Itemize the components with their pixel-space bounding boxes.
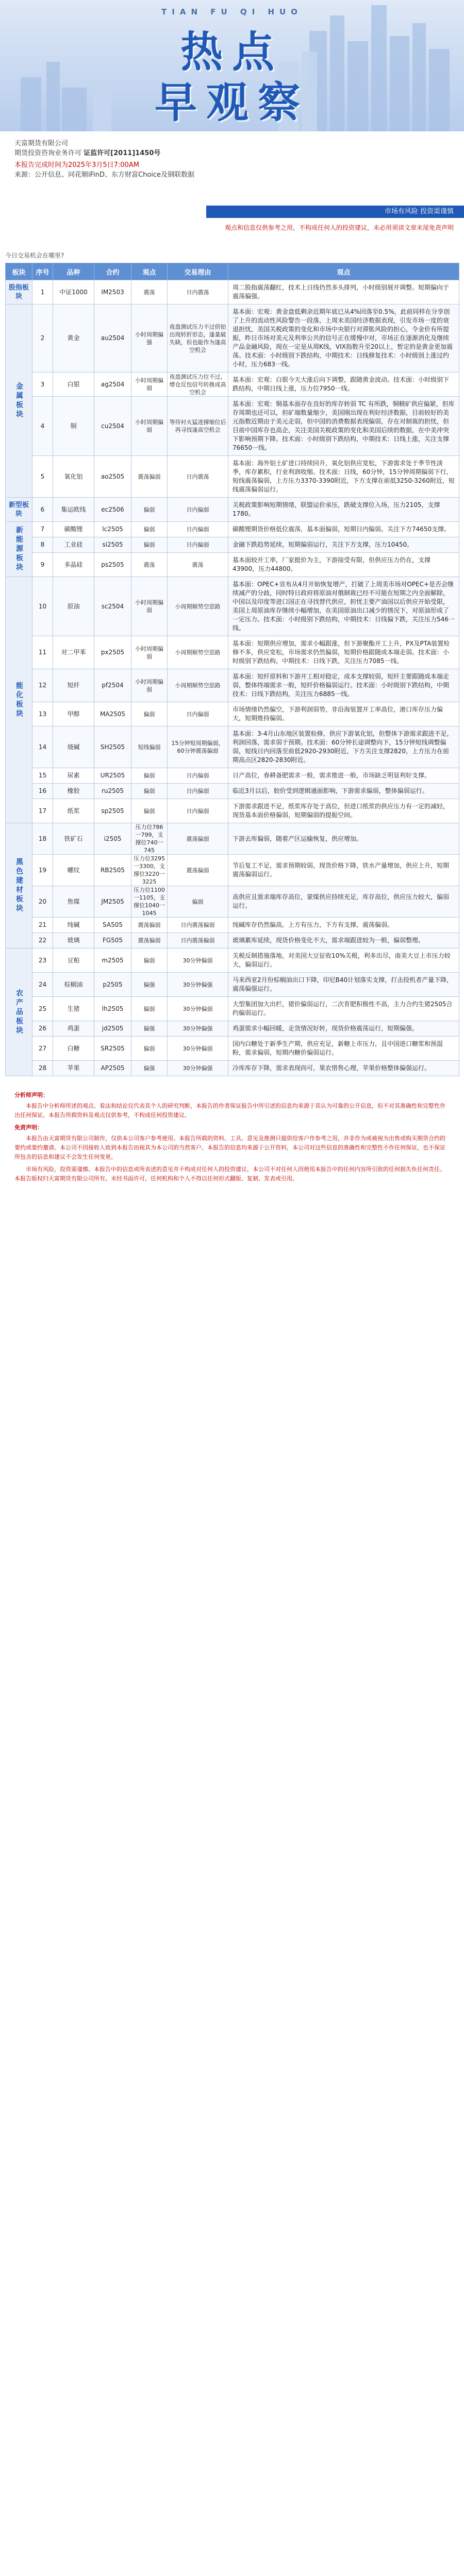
col-variety: 品种: [53, 263, 94, 280]
row-number: 6: [32, 498, 53, 522]
analysis-cell: 纯碱库存仍然偏高，上方有压力，下方有支撑，震荡偏弱。: [228, 918, 459, 933]
license-number: 证监许可[2011]1450号: [84, 149, 161, 157]
row-number: 13: [32, 702, 53, 726]
view-cell: 小时周期偏强: [131, 304, 168, 372]
view-cell: 震荡偏弱: [131, 918, 168, 933]
view-cell: 偏弱: [131, 522, 168, 537]
period-cell: 小周期顺势空思路: [168, 577, 228, 636]
table-row: [6, 855, 459, 886]
contract-code: JM2505: [94, 886, 131, 918]
disclaimer-heading: 免责声明：: [14, 1124, 43, 1131]
row-number: 16: [32, 784, 53, 799]
variety-name: 黄金: [53, 304, 94, 372]
contract-code: RB2505: [94, 855, 131, 886]
analysis-cell: 基本面较开工率，厂家挺价为主，下游接受有限，但供应压力仍在，支撑43900，压力44800。: [228, 553, 459, 577]
row-number: 22: [32, 933, 53, 948]
row-number: 18: [32, 823, 53, 855]
table-row: [6, 636, 459, 669]
analysis-cell: 基本面：OPEC+宣布从4月开始恢复增产，打破了上周美市场对OPEC+是否会继续减产的分歧，同时特日政府将原油对俄制裁已经不可能在短期之内全面解除，中国以及印度等进口国正在寻找替代供应，担忧主要产油国以后供应开始受限，美国上周原油库存继续小幅增加，在美国原油出口减少的情况下，对原油形成了一定压力。技术面：小时级别下跌结构，中期技术：日线偏下跌，关注压力546一线。: [228, 577, 459, 636]
view-cell: 偏弱: [131, 799, 168, 823]
view-cell: 偏弱: [131, 1037, 168, 1061]
table-caption: 今日交易机会在哪里?: [5, 252, 64, 259]
row-number: 23: [32, 948, 53, 973]
variety-name: 氧化铝: [53, 456, 94, 498]
analysis-cell: 基本面：海外铝土矿进口持续回升，氧化铝供应宽松，下游需求处于季节性淡季，库存累积，行业利润收缩。技术面：日线，60分钟，15分钟周期偏弱下行，短线震荡偏弱，上方压力3370-3390附近，下方支撑在前低3250-3260附近，短线震荡偏弱运行。: [228, 456, 459, 498]
view-cell: 震荡偏弱: [131, 456, 168, 498]
variety-name: 玻璃: [53, 933, 94, 948]
sector-cell: 新能源板块: [6, 522, 32, 577]
col-period: 交易理由: [168, 263, 228, 280]
contract-code: SH2505: [94, 726, 131, 768]
view-cell: 偏强: [131, 1021, 168, 1037]
view-cell: 偏弱: [131, 498, 168, 522]
period-cell: 日内偏弱: [168, 784, 228, 799]
period-cell: 震荡偏弱: [168, 855, 228, 886]
row-number: 19: [32, 855, 53, 886]
sector-cell: 农产品板块: [6, 948, 32, 1076]
view-disclaimer: 观点和信息仅供参考之用，不构成任何人的投资建议，未必用须读文章末尾免责声明: [224, 224, 454, 231]
report-info: [0, 131, 464, 183]
analysis-cell: 日产高位，春耕备肥需求一般，需求推进一般，市场缺乏明显利好支撑。: [228, 768, 459, 784]
table-row: [6, 522, 459, 537]
variety-name: 甲醇: [53, 702, 94, 726]
variety-name: 白糖: [53, 1037, 94, 1061]
row-number: 28: [32, 1061, 53, 1076]
contract-code: cu2504: [94, 397, 131, 456]
period-cell: 30分钟偏强: [168, 1021, 228, 1037]
view-cell: 偏弱: [131, 702, 168, 726]
variety-name: 对二甲苯: [53, 636, 94, 669]
row-number: 26: [32, 1021, 53, 1037]
view-cell: 小时周期偏弱: [131, 397, 168, 456]
table-row: [6, 726, 459, 768]
analysis-cell: 基本面：宏观：黄金盘低剩余近期年底已从4%回落至0.5%，此前同样在分享创了上升的流动性风险警告一段落，上周末美国经济数据表现，引发市场一度的衰退担忧，美国关税政策的变化和市场中央银行对滞胀风险的担心，令金价有所提振，昨日市场对美元及利率公共的信号正在缓慢中对，市场正在逐渐消化及继续产品金融风险，现在一定是从周K线，VIX指数升至20以上，暂定的是黄金更加震荡。技术面：小时级别下跌结构，中期技术：日线修复技术：小时级别上涨过约小时，压力683一线。: [228, 304, 459, 372]
contract-code: lc2505: [94, 522, 131, 537]
view-cell: 震荡偏弱: [131, 933, 168, 948]
contract-code: IM2503: [94, 280, 131, 304]
variety-name: 铁矿石: [53, 823, 94, 855]
period-cell: 30分钟偏弱: [168, 1037, 228, 1061]
variety-name: 鸡蛋: [53, 1021, 94, 1037]
analysis-cell: 临近3月以后，胶价受到逻辑通面影响，下游需求偏弱，整体偏弱运行。: [228, 784, 459, 799]
period-cell: 震荡: [168, 553, 228, 577]
table-row: [6, 973, 459, 997]
sector-cell: 金属板块: [6, 304, 32, 498]
table-row: [6, 1061, 459, 1076]
variety-name: 焦煤: [53, 886, 94, 918]
col-contract: 合约: [94, 263, 131, 280]
disclaimer-section: [0, 1076, 464, 1183]
sector-cell: 能化板块: [6, 577, 32, 823]
view-cell: 短线偏弱: [131, 726, 168, 768]
analysis-cell: 基本面：宏观：铜基本面存在良好的库存转弱 TC 有所跌，铜精矿供应偏紧，但库存周期也还可以，但矿端数量缩少，美国刚出现在利好经济数据，目前较好的美元指数近期由于美元走弱，但中国的消费数据表现偏弱，存在对制裁的担忧，但目前中国库存也高企，关注美国关税政策的变化和美国后续的数据，在中美冲突下影响预期下降。技术面：小时级别下跌结构，中期技术：日线上涨，关注支撑76650一线。: [228, 397, 459, 456]
row-number: 25: [32, 997, 53, 1021]
row-number: 9: [32, 553, 53, 577]
analysis-cell: 国内白糖处于新季生产期，供应充足，新糖上市压力，且中国进口糖浆和预混粉，需求偏弱，短期内糖价偏弱运行。: [228, 1037, 459, 1061]
row-number: 7: [32, 522, 53, 537]
contract-code: si2505: [94, 537, 131, 553]
view-cell: 小时周期偏弱: [131, 372, 168, 397]
analysis-cell: 下游需求跟进不足，纸浆库存处于高位，但进口纸浆的供应压力有一定的减轻，现货基本面价格偏弱，短期偏弱的提振空间。: [228, 799, 459, 823]
table-row: [6, 768, 459, 784]
variety-name: 多晶硅: [53, 553, 94, 577]
period-cell: 30分钟偏弱: [168, 948, 228, 973]
period-cell: 日内震荡: [168, 456, 228, 498]
report-source: 来源：公开信息、同花顺iFinD、东方财富Choice及钢联数据: [14, 171, 195, 179]
period-cell: 日内震荡: [168, 280, 228, 304]
view-cell: 偏强: [131, 1061, 168, 1076]
analysis-cell: 基本面：短纤原料和下游开工相对稳定，成本支撑较弱，短纤主要跟随成本端走弱，整体终端需求一般，短纤价格偏弱运行。技术面：小时级别下跌结构，中期技术：日线下跌结构，关注压力6885一线。: [228, 669, 459, 702]
table-row: [6, 280, 459, 304]
view-cell: 压力位1100一1105，支撑位1040一1045: [131, 886, 168, 918]
period-cell: 夜盘测试压力不过倍铂出现转折形态，逢量破失缺，但也能作为逢高空机会: [168, 304, 228, 372]
view-cell: 偏弱: [131, 537, 168, 553]
table-row: [6, 456, 459, 498]
sector-cell: 黑色建材板块: [6, 823, 32, 948]
col-sector: 板块: [6, 263, 32, 280]
period-cell: 30分钟偏强: [168, 973, 228, 997]
period-cell: 震荡偏弱: [168, 823, 228, 855]
analysis-cell: 节后复工不足，需求预期较弱，现货价格下降，铁水产量增加，供应上升，短期震荡偏弱运行。: [228, 855, 459, 886]
analysis-cell: 关税反制措施落地，对美国大豆征收10%关税，利多出尽，南美大豆上市压力较大，偏弱运行。: [228, 948, 459, 973]
contract-code: ag2504: [94, 372, 131, 397]
table-row: [6, 933, 459, 948]
analyst-statement-heading: 分析师声明：: [14, 1092, 48, 1098]
col-view: 观点: [131, 263, 168, 280]
variety-name: 烧碱: [53, 726, 94, 768]
period-cell: 30分钟偏弱: [168, 997, 228, 1021]
contract-code: sp2505: [94, 799, 131, 823]
period-cell: 日内偏弱: [168, 537, 228, 553]
col-analysis: 观点: [228, 263, 459, 280]
variety-name: 纸浆: [53, 799, 94, 823]
sector-cell: 新型板块: [6, 498, 32, 522]
contract-code: ru2505: [94, 784, 131, 799]
company-name: 天富期货有限公司: [14, 140, 69, 147]
view-cell: 偏弱: [131, 948, 168, 973]
analysis-cell: 玻璃累库延续，现货价格变化不大，需求端跟进较为一般，偏弱整理。: [228, 933, 459, 948]
analysis-cell: 鸡蛋需求小幅回暖，走货情况好转，现货价格震荡运行，短期偏强。: [228, 1021, 459, 1037]
view-cell: 震荡: [131, 553, 168, 577]
variety-name: 螺纹: [53, 855, 94, 886]
table-row: [6, 784, 459, 799]
table-row: [6, 553, 459, 577]
view-cell: 偏弱: [131, 768, 168, 784]
table-row: [6, 918, 459, 933]
period-cell: 小周期顺势空思路: [168, 669, 228, 702]
analysis-cell: 基本面：3-4月山东地区装置检修，供应下游氧化铝，但整体下游需求跟进不足，利润回落，需求弱于预期。技术面：60分钟长途调整向下，15分钟短线调整偏弱，短线日内回落至前低2920-2930附近，下方关注支撑2820，上方压力在前期高点区2820-2830附近。: [228, 726, 459, 768]
view-cell: 小时周期偏弱: [131, 636, 168, 669]
variety-name: 短纤: [53, 669, 94, 702]
table-row: [6, 823, 459, 855]
analysis-cell: 冷库库存下降，需求表现尚可，果农惜售心理，苹果价格整体偏强运行。: [228, 1061, 459, 1076]
variety-name: 集运欧线: [53, 498, 94, 522]
variety-name: 尿素: [53, 768, 94, 784]
table-row: [6, 1037, 459, 1061]
table-row: [6, 669, 459, 702]
contract-code: p2505: [94, 973, 131, 997]
contract-code: lh2505: [94, 997, 131, 1021]
variety-name: 棕榈油: [53, 973, 94, 997]
col-no: 序号: [32, 263, 53, 280]
table-row: [6, 397, 459, 456]
analysis-cell: 碳酸锂期货价格低位震荡，基本面偏弱，短期日内偏弱。关注下方74650支撑。: [228, 522, 459, 537]
period-cell: 15分钟短周期偏弱，60分钟震荡偏弱: [168, 726, 228, 768]
period-cell: 30分钟偏强: [168, 1061, 228, 1076]
table-row: [6, 702, 459, 726]
period-cell: 夜盘测试压力位不过，增仓反包信号转换成高空机会: [168, 372, 228, 397]
license-dept: 期货投资咨询业务许可: [14, 149, 82, 157]
contract-code: ec2506: [94, 498, 131, 522]
period-cell: 日内偏弱: [168, 522, 228, 537]
disclaimer-body-1: 本报告由天富期货有限公司制作，仅供本公司客户参考使用。本报告所载的资料、工具、意见及推测只提供给客户作参考之用，并非作为或被视为出售或购买期货合约的要约或要约邀请。本公司不因接收人收到本报告而视其为本公司的当然客户。本报告的信息均来源于公开资料，本公司对这些信息的准确性和完整性不作任何保证，也不保证所包含的信息和建议不会发生任何变更。: [14, 1135, 445, 1160]
contract-code: sc2504: [94, 577, 131, 636]
row-number: 11: [32, 636, 53, 669]
banner-title-line2: 早观察: [154, 78, 309, 127]
sector-cell: 股指板块: [6, 280, 32, 304]
contract-code: AP2505: [94, 1061, 131, 1076]
table-body: [6, 280, 459, 1076]
variety-name: 工业硅: [53, 537, 94, 553]
period-cell: 日内偏弱: [168, 702, 228, 726]
trading-table: [5, 263, 459, 1076]
contract-code: SR2505: [94, 1037, 131, 1061]
banner-title-line1: 热点: [180, 28, 284, 77]
view-cell: 震荡: [131, 280, 168, 304]
contract-code: FG505: [94, 933, 131, 948]
view-cell: 压力位3295一3300，支撑位3220一3225: [131, 855, 168, 886]
contract-code: UR2505: [94, 768, 131, 784]
table-row: [6, 372, 459, 397]
table-row: [6, 498, 459, 522]
variety-name: 苹果: [53, 1061, 94, 1076]
license-line: [14, 148, 450, 158]
view-cell: 偏弱: [131, 784, 168, 799]
contract-code: ps2505: [94, 553, 131, 577]
analysis-cell: 市场情绪仍然偏空，下游利润弱势，非沿海装置开工率高位，港口库存压力偏大，短期维持偏弱。: [228, 702, 459, 726]
table-row: [6, 948, 459, 973]
variety-name: 铜: [53, 397, 94, 456]
row-number: 4: [32, 397, 53, 456]
period-cell: 偏弱: [168, 886, 228, 918]
row-number: 17: [32, 799, 53, 823]
analysis-cell: 基本面：短期供应增加，需求小幅跟涨，但下游聚酯开工上升，PX及PTA装置检修不多，供应宽松，市场需求仍然偏弱，短期价格跟随成本端走弱。技术面：小时级别下跌结构，中期技术：日线下跌，关注压力7085一线。: [228, 636, 459, 669]
contract-code: m2505: [94, 948, 131, 973]
risk-banner: 市场有风险 投资需谨慎: [206, 206, 464, 218]
variety-name: 碳酸锂: [53, 522, 94, 537]
analysis-cell: 高供应且需求端库存高位，蒙煤供应持续充足，库存高位，供应压力较大，偏弱运行。: [228, 886, 459, 918]
contract-code: ao2505: [94, 456, 131, 498]
period-cell: 日内偏弱: [168, 498, 228, 522]
contract-code: au2504: [94, 304, 131, 372]
row-number: 5: [32, 456, 53, 498]
table-row: [6, 997, 459, 1021]
brand-english: TIAN FU QI HUO: [161, 7, 303, 16]
contract-code: i2505: [94, 823, 131, 855]
row-number: 10: [32, 577, 53, 636]
variety-name: 橡胶: [53, 784, 94, 799]
period-cell: 日内震荡偏弱: [168, 933, 228, 948]
period-cell: 日内偏弱: [168, 768, 228, 784]
header-banner: [0, 0, 464, 131]
analysis-cell: 金融下跌趋势延续，短期偏弱运行，关注下方支撑，压力10450。: [228, 537, 459, 553]
variety-name: 纯碱: [53, 918, 94, 933]
contract-code: MA2505: [94, 702, 131, 726]
row-number: 24: [32, 973, 53, 997]
period-cell: 等待衬火猛进撑缩位后再寻找逢高空机会: [168, 397, 228, 456]
analysis-cell: 关税政策影响短期情绪，联盟运价承压，跌破支撑位入场，压力2105，支撑1780。: [228, 498, 459, 522]
variety-name: 原油: [53, 577, 94, 636]
period-cell: 日内震荡偏弱: [168, 918, 228, 933]
table-row: [6, 537, 459, 553]
row-number: 15: [32, 768, 53, 784]
analysis-cell: 马来西亚2月份棕榈油出口下降，印尼B40计划落实支撑，打击投机者产量下降，震荡偏强运行。: [228, 973, 459, 997]
row-number: 21: [32, 918, 53, 933]
contract-code: px2505: [94, 636, 131, 669]
analysis-cell: 基本面：宏观：白银今天大涨后向下调整，跟随黄金波动。技术面：小时级别下跌结构，中期日线上涨，压力位7950一线。: [228, 372, 459, 397]
row-number: 27: [32, 1037, 53, 1061]
table-row: [6, 799, 459, 823]
period-cell: 小周期顺势空思路: [168, 636, 228, 669]
disclaimer-body-2: 市场有风险，投资需谨慎。本报告中的信息或所表述的意见并不构成对任何人的投资建议，本公司不对任何人因使用本报告中的任何内容所引致的任何损失负任何责任。本报告版权归天富期货有限公司所有，未经书面许可，任何机构和个人不得以任何形式翻版、复制、发表或引用。: [14, 1166, 445, 1182]
analysis-cell: 大型集团加大出栏，猪价偏弱运行，二次育肥积极性不高，主力合约生猪2505合约偏弱运行。: [228, 997, 459, 1021]
section-band: [0, 206, 464, 230]
view-cell: 偏强: [131, 973, 168, 997]
row-number: 1: [32, 280, 53, 304]
variety-name: 白银: [53, 372, 94, 397]
row-number: 8: [32, 537, 53, 553]
analysis-cell: 周二股指震荡翻红，技术上日线仍然多头排列，小时级别展开调整。短期偏向于震荡偏强。: [228, 280, 459, 304]
table-row: [6, 577, 459, 636]
row-number: 12: [32, 669, 53, 702]
analysis-cell: 下游去库偏弱，随着产区运输恢复，供应增加。: [228, 823, 459, 855]
report-dateline: 本报告完成时间为2025年3月5日7:00AM: [14, 161, 139, 169]
variety-name: 生猪: [53, 997, 94, 1021]
table-row: [6, 886, 459, 918]
contract-code: jd2505: [94, 1021, 131, 1037]
variety-name: 豆粕: [53, 948, 94, 973]
row-number: 20: [32, 886, 53, 918]
view-cell: 偏弱: [131, 997, 168, 1021]
row-number: 3: [32, 372, 53, 397]
row-number: 14: [32, 726, 53, 768]
view-cell: 压力位786一799，支撑位740一745: [131, 823, 168, 855]
view-cell: 小时周期偏弱: [131, 669, 168, 702]
variety-name: 中证1000: [53, 280, 94, 304]
view-cell: 小时周期偏弱: [131, 577, 168, 636]
table-header-row: [6, 263, 459, 280]
period-cell: 日内偏弱: [168, 799, 228, 823]
table-row: [6, 1021, 459, 1037]
table-row: [6, 304, 459, 372]
contract-code: SA505: [94, 918, 131, 933]
contract-code: pf2504: [94, 669, 131, 702]
row-number: 2: [32, 304, 53, 372]
analyst-statement: 本报告中分析师所述的观点、看法和结论仅代表其个人的研究判断，本报告的作者保证报告中所引述的信息均来源于其认为可靠的公开信息，但不对其准确性和完整性作出任何保证。本报告所载资料及观点仅供参考，不构成任何投资建议。: [14, 1103, 445, 1118]
